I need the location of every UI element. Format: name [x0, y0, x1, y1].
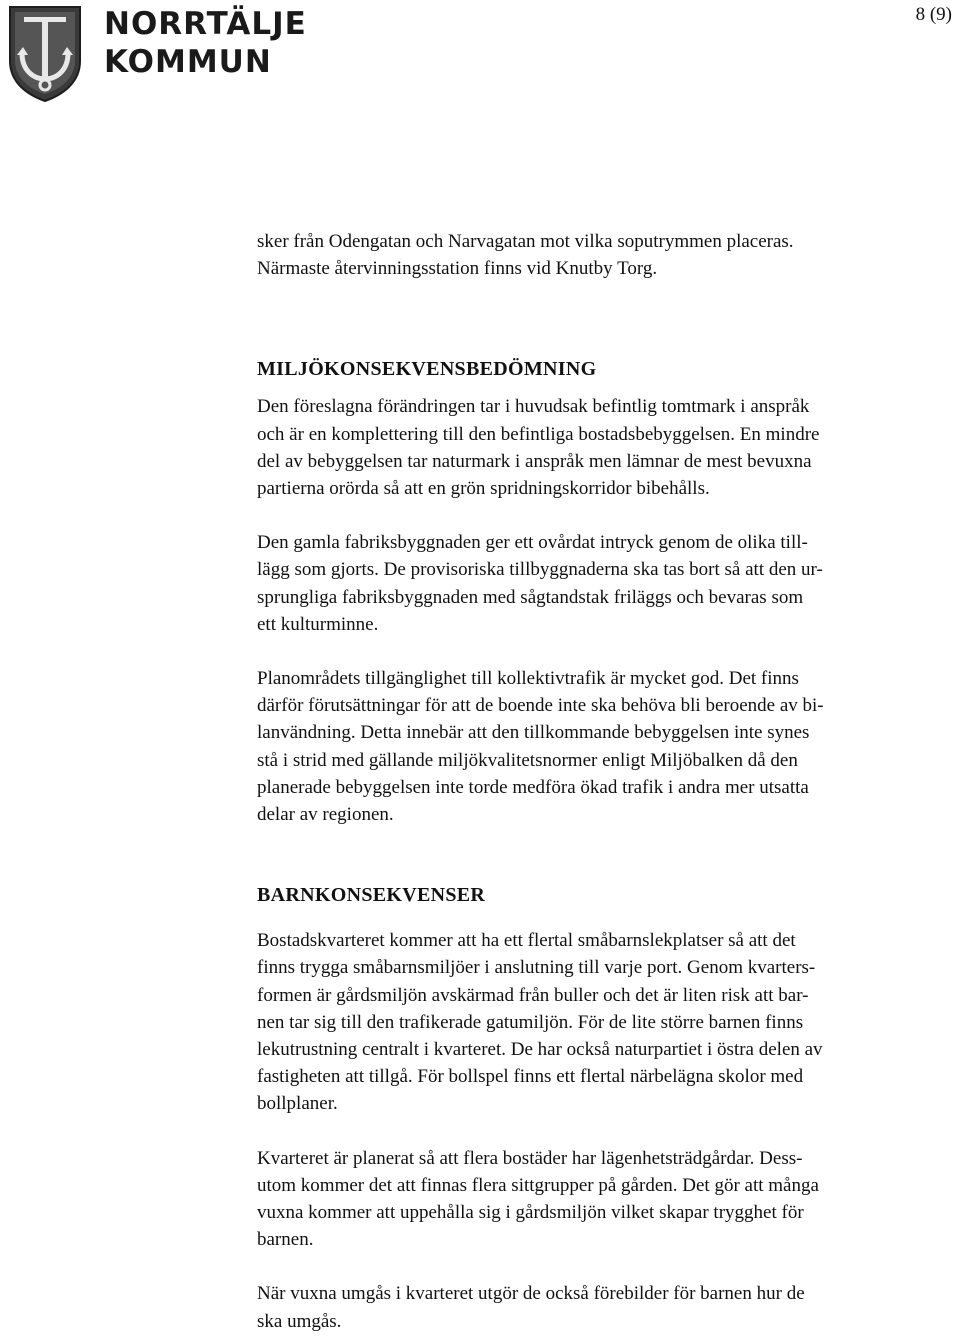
text-line: Bostadskvarteret kommer att ha ett flertal småbarnslekplatser så att det	[257, 930, 796, 952]
paragraph	[257, 927, 947, 1117]
text-line: Närmaste återvinningsstation finns vid Knutby Torg.	[257, 258, 658, 280]
logo-line-kommun: KOMMUN	[104, 44, 272, 80]
page-number: 8 (9)	[915, 4, 952, 25]
text-line: sker från Odengatan och Narvagatan mot vilka soputrymmen placeras.	[257, 231, 794, 252]
text-line: utom kommer det att finnas flera sittgrupper på gården. Det gör att många	[257, 1174, 819, 1196]
text-line: finns trygga småbarnsmiljöer i anslutning till varje port. Genom kvarters-	[257, 957, 816, 979]
paragraph	[257, 665, 947, 828]
text-line: partierna orörda så att en grön spridningskorridor bibehålls.	[257, 478, 710, 500]
text-line: bollplaner.	[257, 1093, 338, 1115]
paragraph	[257, 1280, 947, 1334]
section-heading-barnkonsekvenser: BARNKONSEKVENSER	[257, 884, 486, 907]
text-line: därför förutsättningar för att de boende inte ska behöva bli beroende av bi-	[257, 695, 824, 717]
paragraph	[257, 393, 947, 502]
text-line: ett kulturminne.	[257, 613, 379, 635]
text-line: När vuxna umgås i kvarteret utgör de också förebilder för barnen hur de	[257, 1283, 805, 1305]
text-line: nen tar sig till den trafikerade gatumiljön. För de lite större barnen finns	[257, 1011, 804, 1033]
text-line: formen är gårdsmiljön avskärmad från buller och det är liten risk att bar-	[257, 984, 809, 1006]
document-body	[257, 228, 947, 1335]
paragraph	[257, 529, 947, 638]
text-line: planerade bebyggelsen inte torde medföra ökad trafik i andra mer utsatta	[257, 776, 809, 798]
page-header	[0, 0, 960, 110]
text-line: Planområdets tillgänglighet till kollektivtrafik är mycket god. Det finns	[257, 668, 799, 690]
text-line: sprungliga fabriksbyggnaden med sågtandstak friläggs och bevaras som	[257, 586, 804, 608]
text-line: och är en komplettering till den befintliga bostadsbebyggelsen. En mindre	[257, 423, 820, 445]
text-line: vuxna kommer att uppehålla sig i gårdsmiljön vilket skapar trygghet för	[257, 1202, 804, 1224]
text-line: del av bebyggelsen tar naturmark i anspråk men lämnar de mest bevuxna	[257, 450, 812, 472]
text-line: stå i strid med gällande miljökvalitetsnormer enligt Miljöbalken då den	[257, 749, 798, 771]
municipality-logo-text	[104, 5, 307, 81]
paragraph	[257, 1145, 947, 1254]
anchor-crest-icon	[4, 3, 86, 103]
text-line: lekutrustning centralt i kvarteret. De har också naturpartiet i östra delen av	[257, 1039, 823, 1061]
text-line: ska umgås.	[257, 1310, 342, 1332]
text-line: barnen.	[257, 1229, 314, 1251]
section-heading-miljokonsekvens: MILJÖKONSEKVENSBEDÖMNING	[257, 358, 597, 381]
text-line: Den föreslagna förändringen tar i huvudsak befintlig tomtmark i anspråk	[257, 396, 810, 418]
text-line: lägg som gjorts. De provisoriska tillbyggnaderna ska tas bort så att den ur-	[257, 559, 823, 581]
text-line: fastigheten att tillgå. För bollspel finns ett flertal närbelägna skolor med	[257, 1066, 804, 1088]
text-line: delar av regionen.	[257, 804, 394, 826]
text-line: Den gamla fabriksbyggnaden ger ett ovårdat intryck genom de olika till-	[257, 532, 808, 554]
text-line: lanvändning. Detta innebär att den tillkommande bebyggelsen inte synes	[257, 722, 810, 744]
logo-line-norrtalje: NORRTÄLJE	[104, 6, 307, 42]
intro-paragraph	[257, 228, 947, 282]
text-line: Kvarteret är planerat så att flera bostäder har lägenhetsträdgårdar. Dess-	[257, 1147, 803, 1169]
